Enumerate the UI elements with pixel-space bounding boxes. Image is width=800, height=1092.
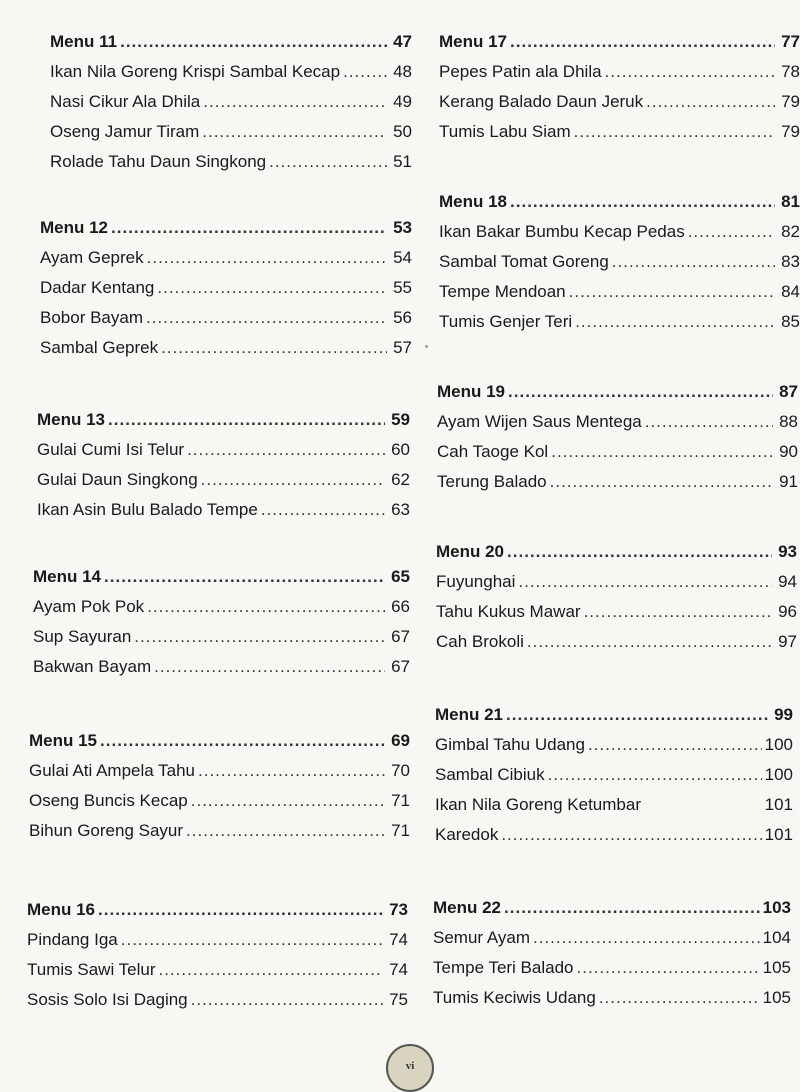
toc-section-menu-20	[436, 537, 797, 657]
recipe-entry[interactable]	[27, 955, 408, 985]
recipe-entry[interactable]	[435, 760, 793, 790]
recipe-entry[interactable]	[439, 307, 800, 337]
leader-dots	[645, 407, 773, 437]
toc-section-menu-14	[33, 562, 410, 682]
menu-heading[interactable]	[439, 187, 800, 217]
recipe-name: Pindang Iga	[27, 930, 118, 949]
page-number: 84	[781, 282, 800, 301]
recipe-name: Ayam Geprek	[40, 248, 144, 267]
recipe-name: Rolade Tahu Daun Singkong	[50, 152, 267, 171]
leader-dots	[100, 726, 385, 756]
leader-dots	[191, 985, 383, 1015]
leader-dots	[343, 57, 387, 87]
leader-dots	[187, 435, 385, 465]
leader-dots	[201, 465, 385, 495]
leader-dots	[510, 27, 775, 57]
menu-title: Menu 14	[33, 567, 102, 586]
leader-dots	[527, 627, 772, 657]
page-number: 56	[393, 308, 412, 327]
leader-dots	[551, 437, 773, 467]
menu-heading[interactable]	[436, 537, 797, 567]
leader-dots	[599, 983, 760, 1013]
page-number: 51	[393, 152, 412, 171]
page-number: 59	[391, 410, 410, 429]
recipe-entry[interactable]	[29, 816, 410, 846]
recipe-name: Sambal Geprek	[40, 338, 159, 357]
leader-dots	[154, 652, 385, 682]
recipe-name: Tumis Sawi Telur	[27, 960, 156, 979]
recipe-entry[interactable]	[29, 756, 410, 786]
leader-dots	[203, 87, 387, 117]
recipe-entry[interactable]	[439, 277, 800, 307]
leader-dots	[506, 700, 768, 730]
menu-heading[interactable]	[437, 377, 798, 407]
menu-heading[interactable]	[50, 27, 412, 57]
recipe-name: Bakwan Bayam	[33, 657, 152, 676]
menu-title: Menu 22	[433, 898, 502, 917]
recipe-name: Sup Sayuran	[33, 627, 132, 646]
toc-section-menu-12	[40, 213, 412, 363]
recipe-entry[interactable]	[433, 983, 791, 1013]
recipe-name: Sosis Solo Isi Daging	[27, 990, 188, 1009]
recipe-name: Kerang Balado Daun Jeruk	[439, 92, 644, 111]
recipe-entry[interactable]	[437, 437, 798, 467]
toc-section-menu-13	[37, 405, 410, 525]
leader-dots	[108, 405, 385, 435]
leader-dots	[550, 467, 773, 497]
recipe-name: Oseng Buncis Kecap	[29, 791, 188, 810]
page-number: 57	[393, 338, 412, 357]
recipe-entry[interactable]	[439, 247, 800, 277]
page-number: 101	[764, 825, 793, 844]
leader-dots	[575, 307, 775, 337]
page-number: 53	[393, 218, 412, 237]
page-number: 88	[779, 412, 798, 431]
page-number: 70	[391, 761, 410, 780]
recipe-name: Tempe Teri Balado	[433, 958, 574, 977]
recipe-entry[interactable]	[437, 467, 798, 497]
recipe-name: Ikan Bakar Bumbu Kecap Pedas	[439, 222, 685, 241]
toc-section-menu-11	[50, 27, 412, 177]
menu-heading[interactable]	[40, 213, 412, 243]
page-number: 62	[391, 470, 410, 489]
leader-dots	[588, 730, 762, 760]
recipe-entry[interactable]	[40, 333, 412, 363]
leader-dots	[569, 277, 775, 307]
page-number: 73	[389, 900, 408, 919]
recipe-name: Bobor Bayam	[40, 308, 143, 327]
recipe-entry[interactable]	[50, 147, 412, 177]
recipe-entry[interactable]	[436, 597, 797, 627]
page-number: 91	[779, 472, 798, 491]
leader-dots	[120, 27, 387, 57]
menu-title: Menu 11	[50, 32, 118, 51]
recipe-name: Ayam Wijen Saus Mentega	[437, 412, 642, 431]
page-number: 66	[391, 597, 410, 616]
recipe-entry[interactable]	[435, 790, 793, 820]
recipe-name: Gulai Daun Singkong	[37, 470, 198, 489]
recipe-name: Karedok	[435, 825, 499, 844]
recipe-name: Gimbal Tahu Udang	[435, 735, 585, 754]
leader-dots	[134, 622, 385, 652]
recipe-name: Ikan Asin Bulu Balado Tempe	[37, 500, 258, 519]
recipe-name: Terung Balado	[437, 472, 547, 491]
page-number: 99	[774, 705, 793, 724]
recipe-entry[interactable]	[29, 786, 410, 816]
toc-section-menu-22	[433, 893, 791, 1013]
recipe-name: Pepes Patin ala Dhila	[439, 62, 602, 81]
page-number: 93	[778, 542, 797, 561]
recipe-entry[interactable]	[435, 820, 793, 850]
leader-dots	[261, 495, 385, 525]
page-number: 101	[764, 795, 793, 814]
menu-title: Menu 16	[27, 900, 96, 919]
page-number: 96	[778, 602, 797, 621]
page-number: 67	[391, 657, 410, 676]
recipe-name: Bihun Goreng Sayur	[29, 821, 184, 840]
page-marker: vi	[405, 1060, 415, 1072]
menu-title: Menu 21	[435, 705, 504, 724]
leader-dots	[198, 756, 385, 786]
leader-dots	[646, 87, 775, 117]
menu-heading[interactable]	[439, 27, 800, 57]
toc-section-menu-15	[29, 726, 410, 846]
leader-dots	[510, 187, 775, 217]
page-number: 67	[391, 627, 410, 646]
leader-dots	[186, 816, 385, 846]
page-number: 71	[391, 821, 410, 840]
recipe-entry[interactable]	[50, 117, 412, 147]
page-number: 74	[389, 930, 408, 949]
leader-dots	[269, 147, 387, 177]
page-number: 75	[389, 990, 408, 1009]
leader-dots	[111, 213, 387, 243]
recipe-entry[interactable]	[33, 592, 410, 622]
recipe-entry[interactable]	[40, 303, 412, 333]
recipe-entry[interactable]	[433, 953, 791, 983]
page-number: 81	[781, 192, 800, 211]
leader-dots	[548, 760, 762, 790]
menu-title: Menu 18	[439, 192, 508, 211]
recipe-entry[interactable]	[439, 117, 800, 147]
leader-dots	[158, 955, 383, 985]
menu-title: Menu 13	[37, 410, 106, 429]
page-number: 54	[393, 248, 412, 267]
leader-dots	[504, 893, 760, 923]
menu-title: Menu 17	[439, 32, 508, 51]
recipe-name: Cah Brokoli	[436, 632, 524, 651]
page-number: 100	[764, 765, 793, 784]
leader-dots	[121, 925, 383, 955]
toc-section-menu-16	[27, 895, 408, 1015]
recipe-name: Nasi Cikur Ala Dhila	[50, 92, 201, 111]
menu-title: Menu 19	[437, 382, 506, 401]
recipe-entry[interactable]	[436, 567, 797, 597]
page-number: 87	[779, 382, 798, 401]
page-number: 55	[393, 278, 412, 297]
leader-dots	[584, 597, 772, 627]
menu-title: Menu 20	[436, 542, 505, 561]
page-number: 103	[762, 898, 791, 917]
recipe-entry[interactable]	[439, 217, 800, 247]
leader-dots	[191, 786, 385, 816]
page-number: 50	[393, 122, 412, 141]
leader-dots	[202, 117, 387, 147]
recipe-name: Tahu Kukus Mawar	[436, 602, 581, 621]
recipe-entry[interactable]	[33, 652, 410, 682]
toc-section-menu-19	[437, 377, 798, 497]
page-number-badge	[386, 1044, 434, 1092]
gutter-mark	[425, 345, 428, 348]
recipe-entry[interactable]	[439, 57, 800, 87]
page-number: 85	[781, 312, 800, 331]
recipe-entry[interactable]	[37, 435, 410, 465]
leader-dots	[574, 117, 775, 147]
leader-dots	[508, 377, 773, 407]
recipe-name: Tumis Keciwis Udang	[433, 988, 596, 1007]
page-number: 79	[781, 92, 800, 111]
recipe-name: Cah Taoge Kol	[437, 442, 549, 461]
menu-title: Menu 15	[29, 731, 98, 750]
recipe-name: Semur Ayam	[433, 928, 531, 947]
recipe-name: Tempe Mendoan	[439, 282, 566, 301]
recipe-entry[interactable]	[37, 495, 410, 525]
recipe-entry[interactable]	[37, 465, 410, 495]
page-number: 100	[764, 735, 793, 754]
page-number: 49	[393, 92, 412, 111]
menu-heading[interactable]	[37, 405, 410, 435]
page-number: 104	[762, 928, 791, 947]
recipe-entry[interactable]	[435, 730, 793, 760]
recipe-name: Oseng Jamur Tiram	[50, 122, 200, 141]
menu-heading[interactable]	[27, 895, 408, 925]
recipe-entry[interactable]	[50, 87, 412, 117]
leader-dots	[688, 217, 775, 247]
recipe-entry[interactable]	[439, 87, 800, 117]
leader-dots	[104, 562, 385, 592]
leader-dots	[577, 953, 760, 983]
page-number: 71	[391, 791, 410, 810]
page-number: 90	[779, 442, 798, 461]
page-number: 63	[391, 500, 410, 519]
leader-dots	[507, 537, 772, 567]
leader-dots	[157, 273, 387, 303]
page-number: 83	[781, 252, 800, 271]
page-number: 48	[393, 62, 412, 81]
page-number: 69	[391, 731, 410, 750]
leader-dots	[518, 567, 772, 597]
recipe-entry[interactable]	[33, 622, 410, 652]
recipe-entry[interactable]	[436, 627, 797, 657]
page-number: 97	[778, 632, 797, 651]
menu-heading[interactable]	[435, 700, 793, 730]
menu-heading[interactable]	[33, 562, 410, 592]
page-number: 94	[778, 572, 797, 591]
recipe-name: Gulai Cumi Isi Telur	[37, 440, 185, 459]
page-number: 105	[762, 988, 791, 1007]
recipe-name: Ayam Pok Pok	[33, 597, 145, 616]
recipe-name: Tumis Labu Siam	[439, 122, 571, 141]
leader-dots	[501, 820, 761, 850]
page-number: 60	[391, 440, 410, 459]
page-number: 65	[391, 567, 410, 586]
leader-dots	[612, 247, 775, 277]
recipe-name: Tumis Genjer Teri	[439, 312, 573, 331]
recipe-name: Ikan Nila Goreng Krispi Sambal Kecap	[50, 62, 341, 81]
toc-section-menu-21	[435, 700, 793, 850]
recipe-entry[interactable]	[437, 407, 798, 437]
leader-dots	[146, 303, 387, 333]
recipe-entry[interactable]	[27, 985, 408, 1015]
leader-dots	[161, 333, 387, 363]
toc-section-menu-18	[439, 187, 800, 337]
recipe-entry[interactable]	[50, 57, 412, 87]
page-number: 47	[393, 32, 412, 51]
page-number: 105	[762, 958, 791, 977]
page-number: 82	[781, 222, 800, 241]
page-number: 74	[389, 960, 408, 979]
leader-dots	[533, 923, 760, 953]
recipe-entry[interactable]	[433, 923, 791, 953]
page-number: 77	[781, 32, 800, 51]
page-number: 78	[781, 62, 800, 81]
menu-heading[interactable]	[29, 726, 410, 756]
page-number: 79	[781, 122, 800, 141]
menu-title: Menu 12	[40, 218, 109, 237]
menu-heading[interactable]	[433, 893, 791, 923]
recipe-name: Ikan Nila Goreng Ketumbar	[435, 795, 641, 814]
recipe-entry[interactable]	[27, 925, 408, 955]
leader-dots	[147, 592, 385, 622]
leader-dots	[98, 895, 383, 925]
leader-dots	[147, 243, 387, 273]
recipe-name: Fuyunghai	[436, 572, 516, 591]
recipe-name: Dadar Kentang	[40, 278, 155, 297]
recipe-name: Gulai Ati Ampela Tahu	[29, 761, 196, 780]
recipe-name: Sambal Cibiuk	[435, 765, 545, 784]
recipe-entry[interactable]	[40, 243, 412, 273]
recipe-name: Sambal Tomat Goreng	[439, 252, 609, 271]
leader-dots	[605, 57, 775, 87]
recipe-entry[interactable]	[40, 273, 412, 303]
toc-section-menu-17	[439, 27, 800, 147]
